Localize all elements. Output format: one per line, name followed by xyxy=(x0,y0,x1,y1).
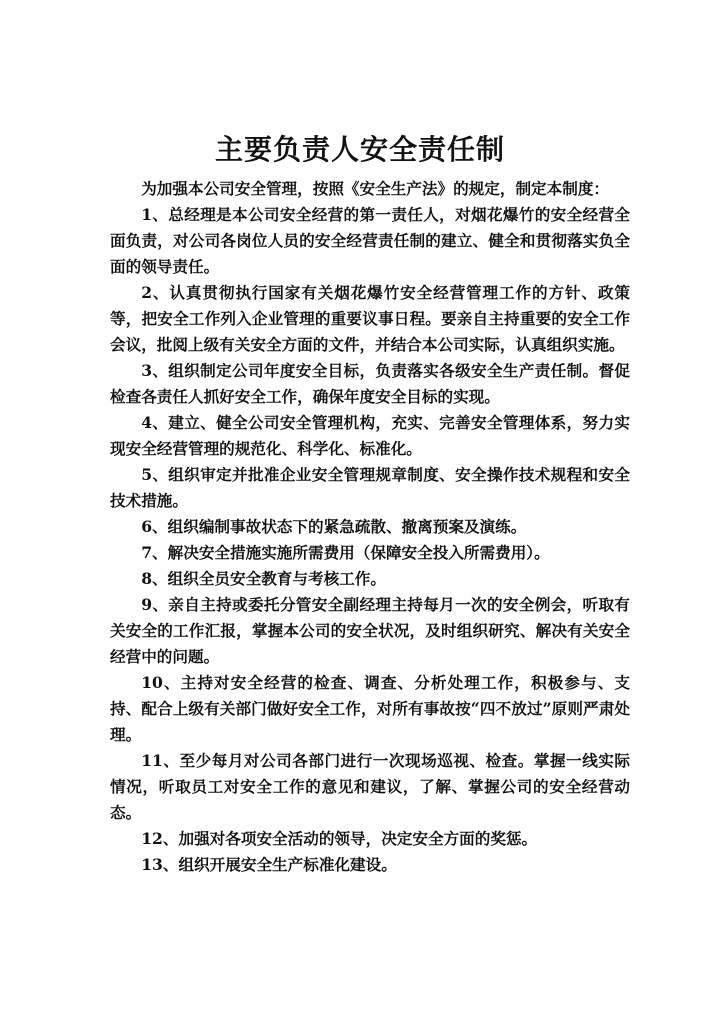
clause-4: 4、建立、健全公司安全管理机构，充实、完善安全管理体系，努力实现安全经营管理的规范化、科学化、标准化。 xyxy=(110,413,630,458)
clause-1: 1、总经理是本公司安全经营的第一责任人，对烟花爆竹的安全经营全面负责，对公司各岗位人员的安全经营责任制的建立、健全和贯彻落实负全面的领导责任。 xyxy=(110,205,630,276)
clause-3: 3、组织制定公司年度安全目标，负责落实各级安全生产责任制。督促检查各责任人抓好安全工作，确保年度安全目标的实现。 xyxy=(110,361,630,406)
clause-12: 12、加强对各项安全活动的领导，决定安全方面的奖惩。 xyxy=(141,829,538,848)
clause-13: 13、组织开展安全生产标准化建设。 xyxy=(141,855,397,874)
clause-9: 9、亲自主持或委托分管安全副经理主持每月一次的安全例会，听取有关安全的工作汇报，掌握本公司的安全状况，及时组织研究、解决有关安全经营中的问题。 xyxy=(110,595,630,666)
clause-5: 5、组织审定并批准企业安全管理规章制度、安全操作技术规程和安全技术措施。 xyxy=(110,465,630,510)
clause-6: 6、组织编制事故状态下的紧急疏散、撤离预案及演练。 xyxy=(141,517,527,536)
intro-paragraph: 为加强本公司安全管理，按照《安全生产法》的规定，制定本制度： xyxy=(141,179,610,198)
clause-7: 7、解决安全措施实施所需费用（保障安全投入所需费用）。 xyxy=(141,543,550,562)
document-title: 主要负责人安全责任制 xyxy=(214,133,505,166)
document-body xyxy=(110,176,630,878)
clause-10: 10、主持对安全经营的检查、调查、分析处理工作，积极参与、支持、配合上级有关部门做好安全工作，对所有事故按“四不放过”原则严肃处理。 xyxy=(110,673,630,744)
clause-11: 11、至少每月对公司各部门进行一次现场巡视、检查。掌握一线实际情况，听取员工对安全工作的意见和建议，了解、掌握公司的安全经营动态。 xyxy=(110,751,630,822)
clause-8: 8、组织全员安全教育与考核工作。 xyxy=(141,569,386,588)
clause-2: 2、认真贯彻执行国家有关烟花爆竹安全经营管理工作的方针、政策等，把安全工作列入企业管理的重要议事日程。要亲自主持重要的安全工作会议，批阅上级有关安全方面的文件，并结合本公司实际，认真组织实施。 xyxy=(110,283,630,354)
